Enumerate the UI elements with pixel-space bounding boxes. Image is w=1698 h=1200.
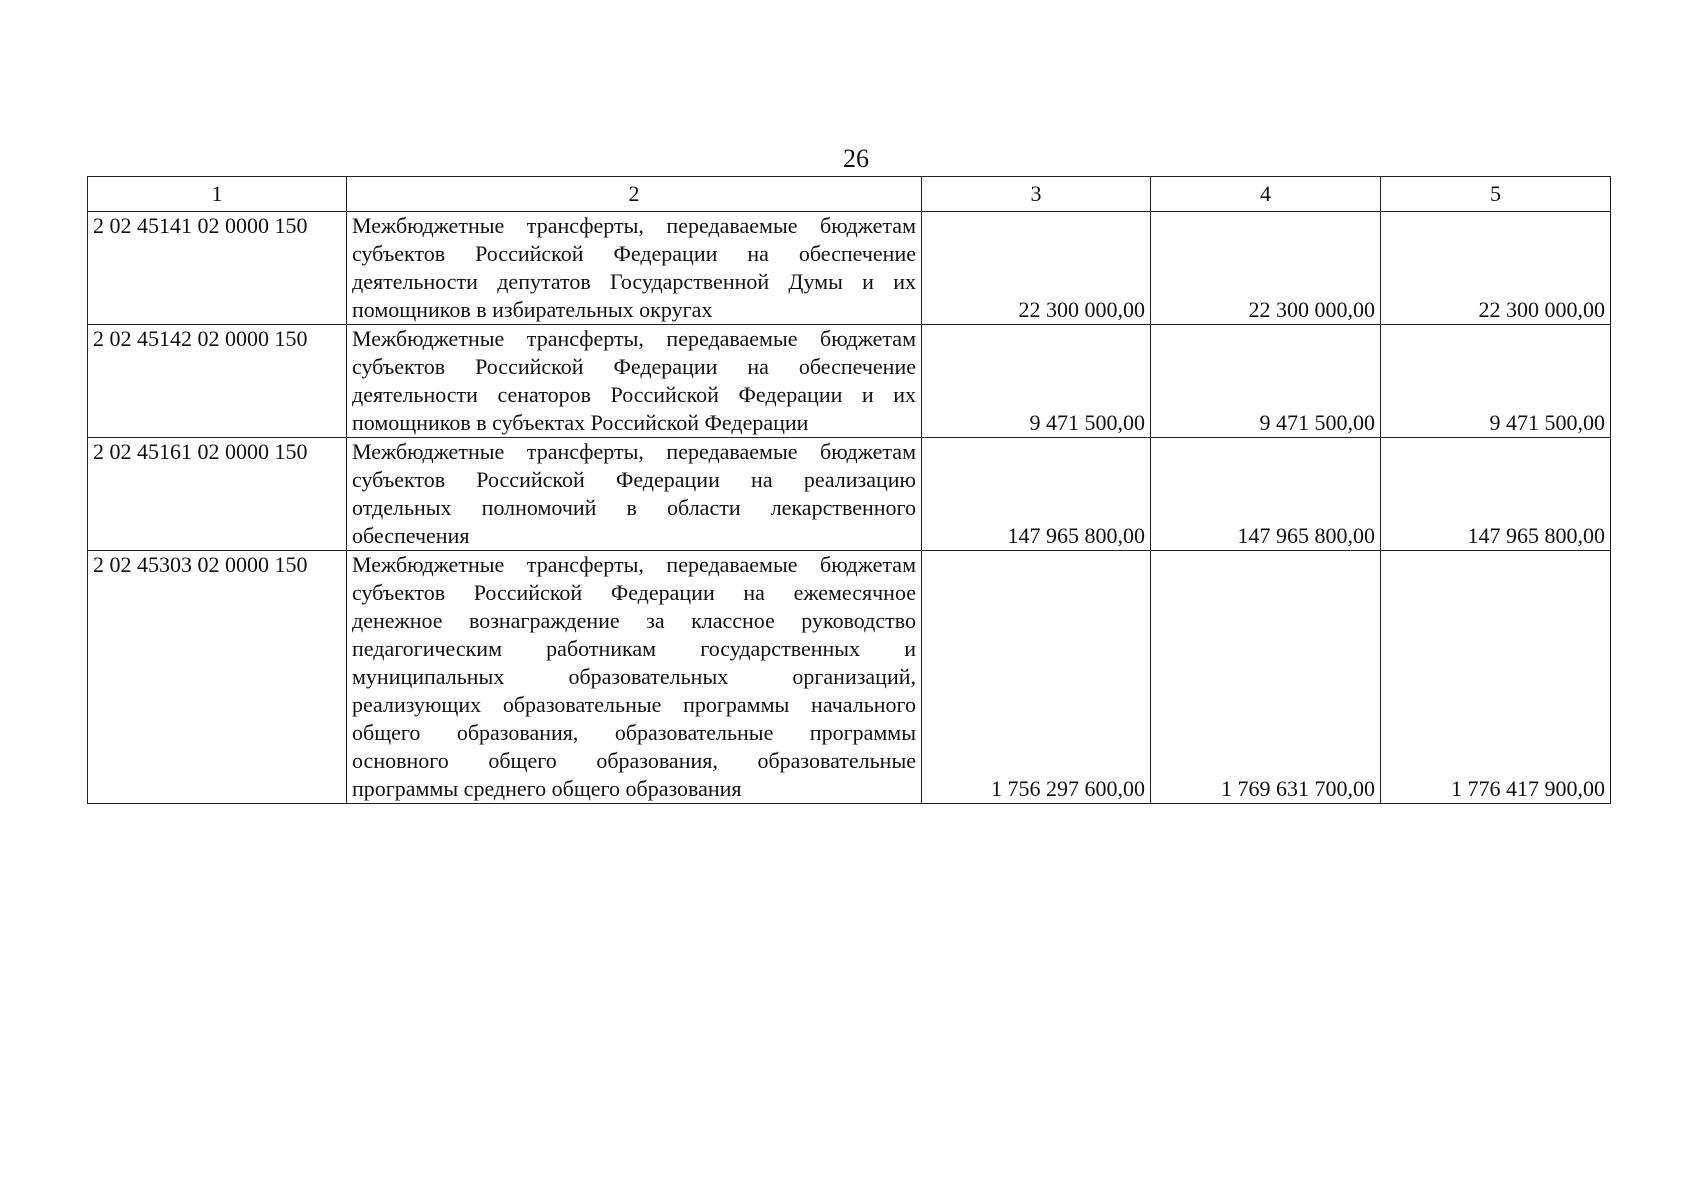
amount-cell-col3: 22 300 000,00 xyxy=(922,212,1151,325)
amount-cell-col4: 22 300 000,00 xyxy=(1151,212,1381,325)
amount-cell-col4: 9 471 500,00 xyxy=(1151,325,1381,438)
table-row xyxy=(88,438,1611,551)
description-cell: Межбюджетные трансферты, передаваемые бюджетам субъектов Российской Федерации на ежемесячное денежное вознаграждение за классное руководство педагогическим работникам государственных и муниципальных образовательных организаций, реализующих образовательные программы начального общего образования, образовательные программы основного общего образования, образовательные программы среднего общего образования xyxy=(347,551,922,804)
amount-cell-col5: 1 776 417 900,00 xyxy=(1381,551,1611,804)
table-row xyxy=(88,325,1611,438)
amount-cell-col5: 22 300 000,00 xyxy=(1381,212,1611,325)
column-header: 1 xyxy=(88,177,347,212)
page-number: 26 xyxy=(843,144,869,173)
budget-code-cell: 2 02 45303 02 0000 150 xyxy=(88,551,347,804)
column-header: 2 xyxy=(347,177,922,212)
amount-cell-col3: 147 965 800,00 xyxy=(922,438,1151,551)
amount-cell-col4: 1 769 631 700,00 xyxy=(1151,551,1381,804)
budget-code-cell: 2 02 45142 02 0000 150 xyxy=(88,325,347,438)
amount-cell-col3: 9 471 500,00 xyxy=(922,325,1151,438)
amount-cell-col5: 9 471 500,00 xyxy=(1381,325,1611,438)
table-row xyxy=(88,212,1611,325)
budget-code-cell: 2 02 45161 02 0000 150 xyxy=(88,438,347,551)
description-cell: Межбюджетные трансферты, передаваемые бюджетам субъектов Российской Федерации на обеспечение деятельности сенаторов Российской Федерации и их помощников в субъектах Российской Федерации xyxy=(347,325,922,438)
description-cell: Межбюджетные трансферты, передаваемые бюджетам субъектов Российской Федерации на реализацию отдельных полномочий в области лекарственного обеспечения xyxy=(347,438,922,551)
column-header: 4 xyxy=(1151,177,1381,212)
column-header: 3 xyxy=(922,177,1151,212)
table-header-row xyxy=(88,177,1611,212)
description-cell: Межбюджетные трансферты, передаваемые бюджетам субъектов Российской Федерации на обеспечение деятельности депутатов Государственной Думы и их помощников в избирательных округах xyxy=(347,212,922,325)
budget-code-cell: 2 02 45141 02 0000 150 xyxy=(88,212,347,325)
table-row xyxy=(88,551,1611,804)
column-header: 5 xyxy=(1381,177,1611,212)
amount-cell-col3: 1 756 297 600,00 xyxy=(922,551,1151,804)
amount-cell-col5: 147 965 800,00 xyxy=(1381,438,1611,551)
amount-cell-col4: 147 965 800,00 xyxy=(1151,438,1381,551)
budget-table xyxy=(87,176,1611,804)
